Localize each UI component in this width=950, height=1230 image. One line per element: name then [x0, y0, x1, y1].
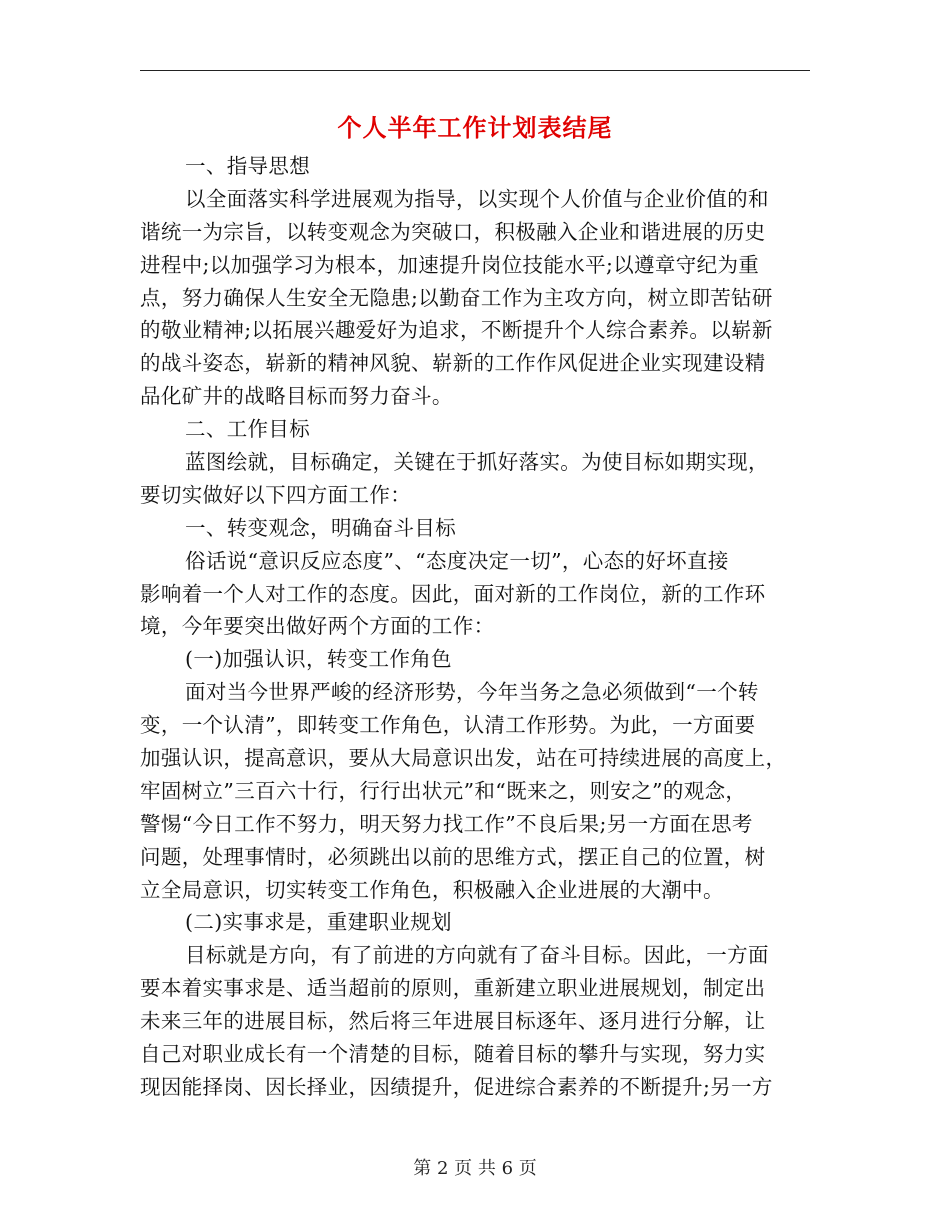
text-line: 牢固树立”三百六十行，行行出状元”和“既来之，则安之”的观念， [140, 778, 747, 803]
page-footer: 第 2 页 共 6 页 [413, 1158, 537, 1179]
text-line: 以全面落实科学进展观为指导，以实现个人价值与企业价值的和 [185, 186, 769, 211]
text-line: 目标就是方向，有了前进的方向就有了奋斗目标。因此，一方面 [185, 943, 769, 968]
text-line: 俗话说“意识反应态度”、“态度决定一切”，心态的好坏直接 [185, 548, 729, 573]
text-line: 警惕“今日工作不努力，明天努力找工作”不良后果;另一方面在思考 [140, 811, 753, 836]
text-line: 境，今年要突出做好两个方面的工作： [140, 614, 495, 639]
document-body [140, 150, 812, 1104]
text-line: 谐统一为宗旨，以转变观念为突破口，积极融入企业和谐进展的历史 [140, 219, 766, 244]
text-line: 二、工作目标 [185, 417, 311, 442]
text-line: 一、指导思想 [185, 154, 311, 178]
text-line: 的战斗姿态，崭新的精神风貌、崭新的工作作风促进企业实现建设精 [140, 351, 766, 376]
text-line: 的敬业精神;以拓展兴趣爱好为追求，不断提升个人综合素养。以崭新 [140, 318, 773, 343]
text-line: 品化矿井的战略目标而努力奋斗。 [140, 384, 453, 409]
text-line: 面对当今世界严峻的经济形势，今年当务之急必须做到“一个转 [185, 680, 759, 705]
text-line: 加强认识，提高意识，要从大局意识出发，站在可持续进展的高度上， [140, 746, 787, 771]
text-line: 一、转变观念，明确奋斗目标 [185, 515, 457, 540]
text-line: (一)加强认识，转变工作角色 [185, 647, 452, 672]
text-line: 变，一个认清”，即转变工作角色，认清工作形势。为此，一方面要 [140, 713, 756, 738]
text-line: 现因能择岗、因长择业，因绩提升，促进综合素养的不断提升;另一方 [140, 1074, 773, 1099]
text-line: 影响着一个人对工作的态度。因此，面对新的工作岗位，新的工作环 [140, 581, 766, 606]
header-rule [140, 70, 810, 71]
text-line: 自己对职业成长有一个清楚的目标，随着目标的攀升与实现，努力实 [140, 1042, 766, 1067]
text-line: (二)实事求是，重建职业规划 [185, 910, 452, 935]
text-line: 问题，处理事情时，必须跳出以前的思维方式，摆正自己的位置，树 [140, 844, 766, 869]
text-line: 蓝图绘就，目标确定，关键在于抓好落实。为使目标如期实现， [185, 450, 769, 475]
text-line: 立全局意识，切实转变工作角色，积极融入企业进展的大潮中。 [140, 877, 724, 902]
text-line: 点，努力确保人生安全无隐患;以勤奋工作为主攻方向，树立即苦钻研 [140, 285, 773, 310]
text-line: 进程中;以加强学习为根本，加速提升岗位技能水平;以遵章守纪为重 [140, 252, 760, 277]
text-line: 要切实做好以下四方面工作： [140, 482, 412, 507]
text-line: 未来三年的进展目标，然后将三年进展目标逐年、逐月进行分解，让 [140, 1009, 766, 1034]
document-title: 个人半年工作计划表结尾 [337, 114, 613, 142]
text-line: 要本着实事求是、适当超前的原则，重新建立职业进展规划，制定出 [140, 976, 766, 1001]
